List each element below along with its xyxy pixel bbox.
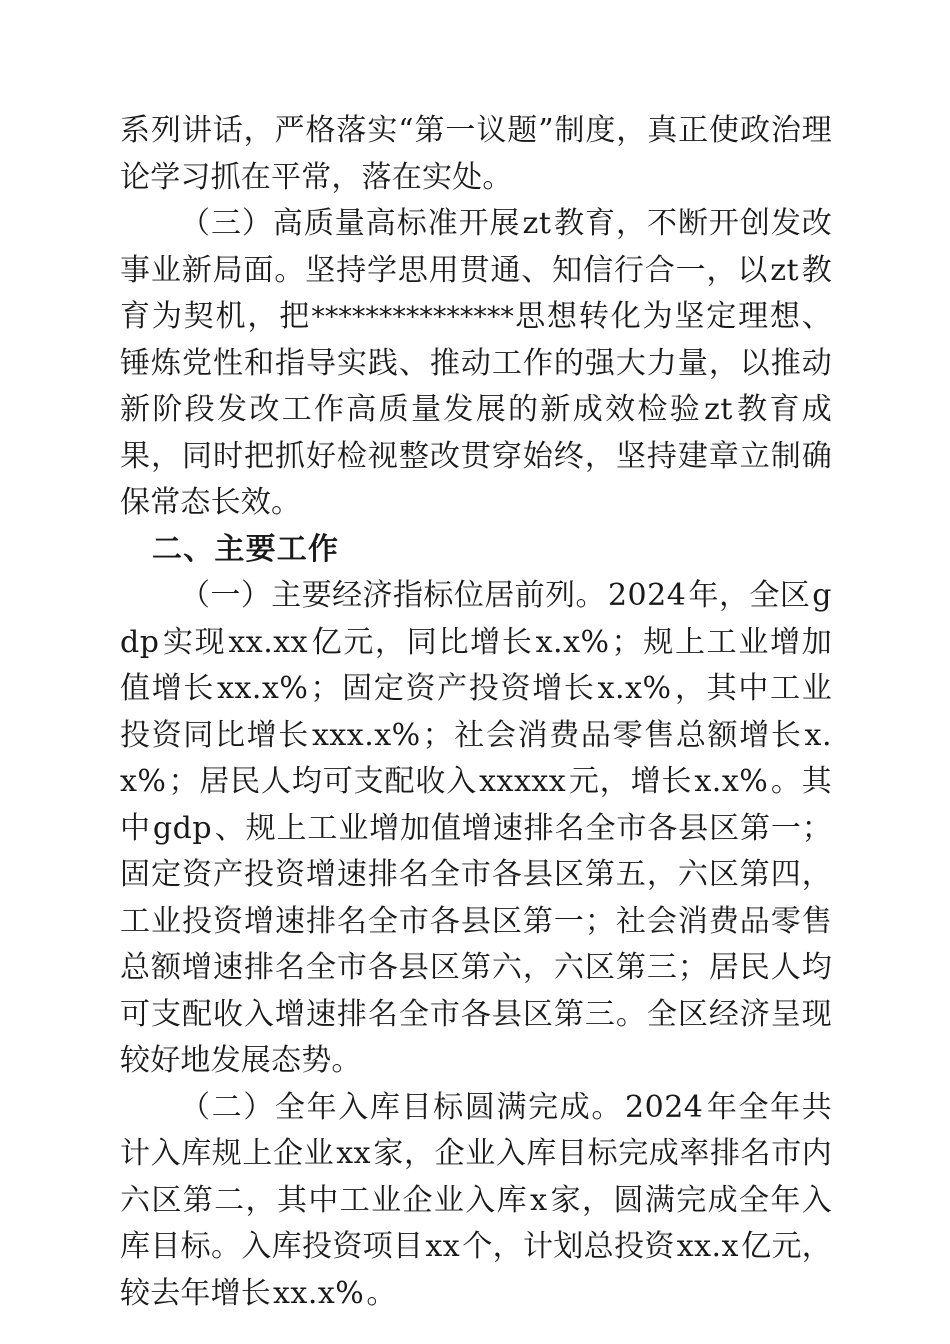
latin-run: x.x% [597,671,672,706]
latin-run: xx.x% [273,1275,365,1311]
latin-run: zt [522,206,552,241]
latin-run: xx.xx [228,624,309,660]
paragraph-section-1-item-3: （三）高质量高标准开展zt教育，不断开创发改事业新局面。坚持学思用贯通、知信行合一，以zt教育为契机，把***************思想转化为坚定理想、锤炼党性和指导实践、推动工作的强大力量，以推动新阶段发改工作高质量发展的新成效检验zt教育成果，同时把抓好检视整改贯穿始终，坚持建章立制确保常态长效。 [120,206,832,520]
paragraph-section-2-item-2: （二）全年入库目标圆满完成。2024年全年共计入库规上企业xx家，企业入库目标完成率排名市内六区第二，其中工业企业入库x家，圆满完成全年入库目标。入库投资项目xx个，计划总投资xx.x亿元，较去年增长xx.x%。 [120,1089,832,1311]
latin-run: xxxxx [479,764,567,799]
redacted-text: *************** [311,300,514,333]
latin-run: x.x% [120,717,832,799]
latin-run: xx [425,1229,461,1264]
latin-run: 2024 [625,1089,704,1125]
latin-run: x.x% [694,764,769,799]
latin-run: zt [770,252,800,288]
latin-run: xx [336,1136,372,1171]
document-body [120,108,832,1317]
latin-run: 2024 [607,578,687,613]
latin-run: gdp [152,810,213,846]
latin-run: xxx.x% [311,717,421,753]
paragraph-section-2-item-1: （一）主要经济指标位居前列。2024年，全区gdp实现xx.xx亿元，同比增长x.x%；规上工业增加值增长xx.x%；固定资产投资增长x.x%，其中工业投资同比增长xxx.x%；社会消费品零售总额增长x.x%；居民人均可支配收入xxxxx元，增长x.x%。其中gdp、规上工业增加值增速排名全市各县区第一；固定资产投资增速排名全市各县区第五，六区第四，工业投资增速排名全市各县区第一；社会消费品零售总额增速排名全市各县区第六，六区第三；居民人均可支配收入增速排名全市各县区第三。全区经济呈现较好地发展态势。 [120,578,833,1078]
heading-section-two: 二、主要工作 [152,531,340,567]
latin-run: xx.x [676,1229,739,1264]
latin-run: x [530,1182,548,1218]
paragraph-carryover: 系列讲话，严格落实“第一议题”制度，真正使政治理论学习抓在平常，落在实处。 [120,113,832,195]
latin-run: zt [704,392,733,427]
latin-run: x.x% [535,624,610,660]
latin-run: xx.x% [217,671,309,706]
latin-run: gdp [120,578,832,660]
